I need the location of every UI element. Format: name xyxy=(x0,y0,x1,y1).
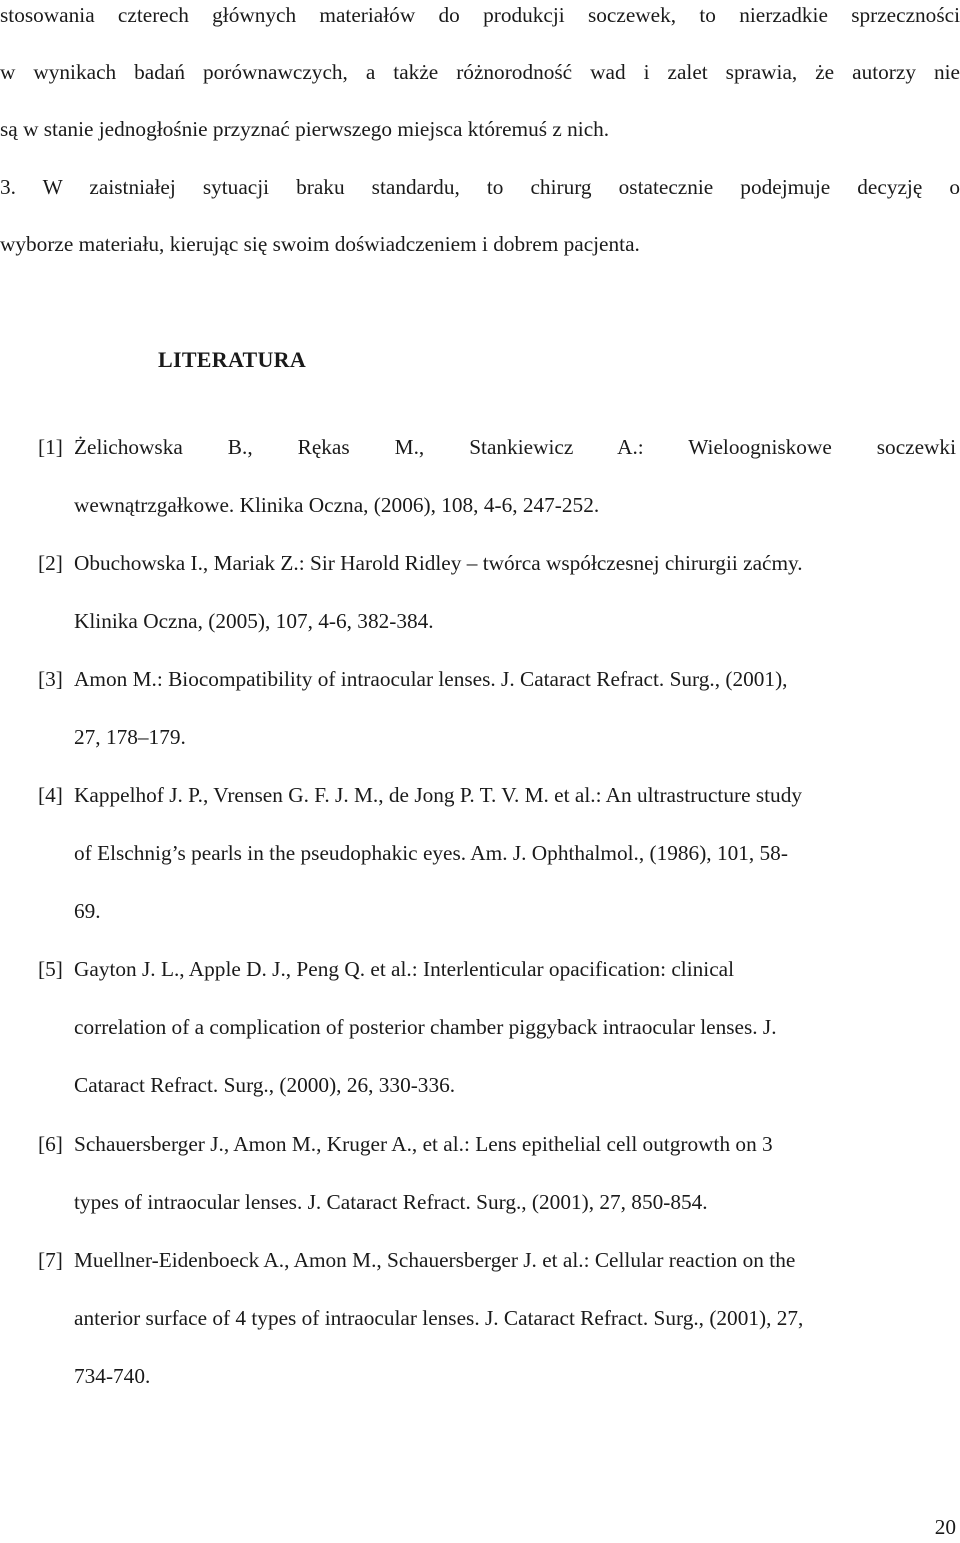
reference-number: [3] xyxy=(38,667,63,691)
reference-text: Muellner-Eidenboeck A., Amon M., Schauersberger J. et al.: Cellular reaction on the xyxy=(74,1248,796,1272)
reference-number: [1] xyxy=(38,435,63,459)
reference-first-line xyxy=(38,1245,956,1275)
reference-number: [2] xyxy=(38,551,63,575)
reference-text: Schauersberger J., Amon M., Kruger A., et al.: Lens epithelial cell outgrowth on 3 xyxy=(74,1132,773,1156)
reference-first-line xyxy=(38,954,956,984)
reference-first-line xyxy=(38,664,956,694)
reference-text: correlation of a complication of posterior chamber piggyback intraocular lenses. J. xyxy=(74,1015,777,1039)
reference-text: Cataract Refract. Surg., (2000), 26, 330-336. xyxy=(74,1073,456,1097)
reference-text: types of intraocular lenses. J. Cataract Refract. Surg., (2001), 27, 850-854. xyxy=(74,1190,708,1214)
body-text-line: 3. W zaistniałej sytuacji braku standardu, to chirurg ostatecznie podejmuje decyzję o xyxy=(0,175,960,199)
reference-text: anterior surface of 4 types of intraocular lenses. J. Cataract Refract. Surg., (2001), 27, xyxy=(74,1306,804,1330)
reference-text: of Elschnig’s pearls in the pseudophakic eyes. Am. J. Ophthalmol., (1986), 101, 58- xyxy=(74,841,788,865)
reference-text: Klinika Oczna, (2005), 107, 4-6, 382-384. xyxy=(74,609,434,633)
section-heading: LITERATURA xyxy=(158,347,307,372)
reference-text: Kappelhof J. P., Vrensen G. F. J. M., de Jong P. T. V. M. et al.: An ultrastructure study xyxy=(74,783,802,807)
reference-first-line xyxy=(38,780,956,810)
page-number: 20 xyxy=(934,1515,956,1539)
body-text-line: wyborze materiału, kierując się swoim doświadczeniem i dobrem pacjenta. xyxy=(0,232,640,256)
reference-number: [6] xyxy=(38,1132,63,1156)
reference-number: [7] xyxy=(38,1248,63,1272)
reference-first-line xyxy=(38,432,956,462)
reference-text: Amon M.: Biocompatibility of intraocular lenses. J. Cataract Refract. Surg., (2001), xyxy=(74,667,788,691)
reference-text: Obuchowska I., Mariak Z.: Sir Harold Ridley – twórca współczesnej chirurgii zaćmy. xyxy=(74,551,803,575)
reference-text: Gayton J. L., Apple D. J., Peng Q. et al.: Interlenticular opacification: clinical xyxy=(74,957,735,981)
body-text-line: w wynikach badań porównawczych, a także różnorodność wad i zalet sprawia, że autorzy nie xyxy=(0,60,960,84)
reference-text: 27, 178–179. xyxy=(74,725,186,749)
reference-number: [4] xyxy=(38,783,63,807)
body-text-line: stosowania czterech głównych materiałów do produkcji soczewek, to nierzadkie sprzeczności xyxy=(0,3,960,27)
reference-number: [5] xyxy=(38,957,63,981)
reference-first-line xyxy=(38,1129,956,1159)
reference-first-line xyxy=(38,548,956,578)
reference-text: wewnątrzgałkowe. Klinika Oczna, (2006), 108, 4-6, 247-252. xyxy=(74,493,600,517)
reference-text: 734-740. xyxy=(74,1364,151,1388)
reference-text: 69. xyxy=(74,899,101,923)
reference-text: Żelichowska B., Rękas M., Stankiewicz A.: Wieloogniskowe soczewki xyxy=(74,435,956,459)
body-text-line: są w stanie jednogłośnie przyznać pierwszego miejsca któremuś z nich. xyxy=(0,117,610,141)
